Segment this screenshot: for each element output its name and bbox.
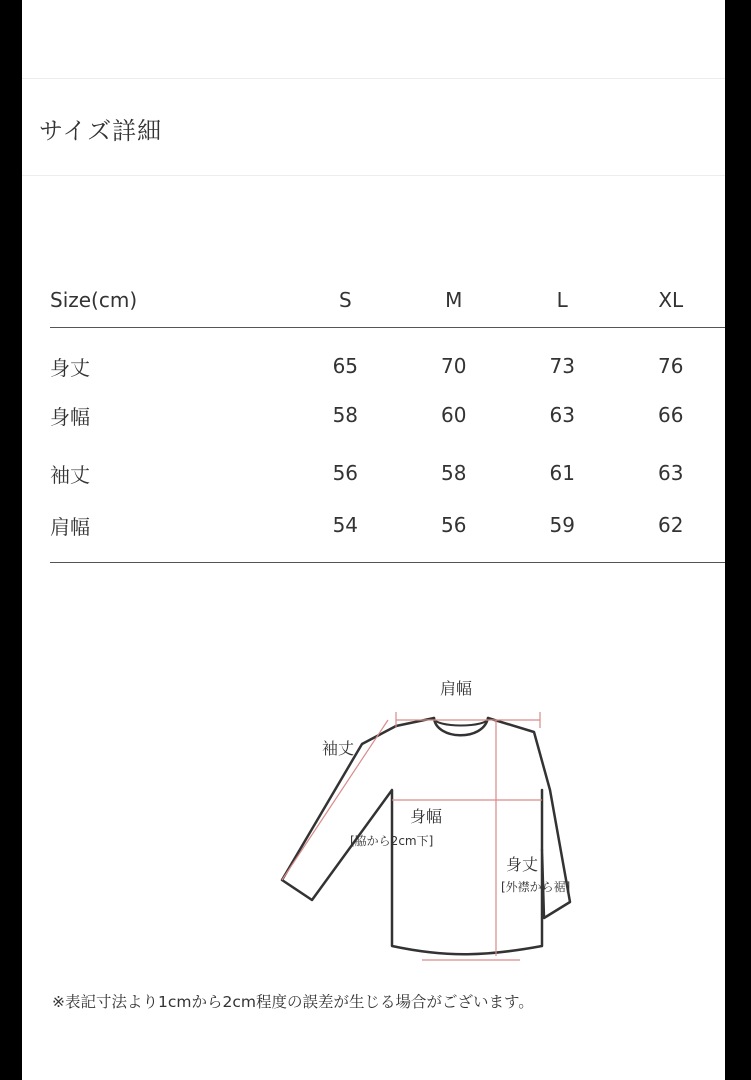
- cell-value: 70: [441, 354, 467, 378]
- page: [22, 0, 725, 1080]
- table-row: [50, 328, 725, 387]
- row-label: 身幅: [50, 404, 90, 429]
- cell-value: 54: [291, 502, 399, 563]
- disclaimer-note: ※表記寸法より1cmから2cm程度の誤差が生じる場合がございます。: [52, 993, 534, 1011]
- length-label: 身丈: [506, 855, 539, 874]
- cell-value: 56: [332, 461, 359, 485]
- table-row: [50, 444, 725, 502]
- measurement-diagram: [258, 670, 588, 970]
- section-title: サイズ詳細: [39, 117, 163, 145]
- header-size-m: M: [400, 272, 508, 328]
- cell-value: 65: [332, 354, 359, 378]
- table-row: [50, 502, 725, 563]
- row-label: 袖丈: [50, 462, 90, 487]
- table-header-row: [50, 272, 725, 328]
- cell-value: 66: [658, 403, 684, 427]
- header-size-s: S: [291, 272, 399, 328]
- cell-value: 62: [616, 502, 725, 563]
- cell-value: 56: [400, 502, 508, 563]
- width-note: [脇から2cm下]: [350, 834, 434, 848]
- cell-value: 59: [508, 502, 616, 563]
- sleeve-label: 袖丈: [322, 739, 355, 758]
- section-header: [22, 78, 725, 176]
- cell-value: 61: [549, 461, 575, 485]
- header-size-xl: XL: [616, 272, 725, 328]
- size-table: [50, 272, 725, 563]
- cell-value: 58: [441, 461, 467, 485]
- width-label: 身幅: [410, 807, 443, 826]
- cell-value: 76: [658, 354, 684, 378]
- header-size-l: L: [508, 272, 616, 328]
- table-row: [50, 386, 725, 444]
- cell-value: 63: [658, 461, 684, 485]
- cell-value: 73: [549, 354, 575, 378]
- row-label: 身丈: [50, 355, 90, 380]
- cell-value: 60: [441, 403, 467, 427]
- row-label: 肩幅: [50, 502, 291, 563]
- cell-value: 63: [549, 403, 575, 427]
- header-label: Size(cm): [50, 272, 291, 328]
- shoulder-label: 肩幅: [440, 679, 473, 698]
- cell-value: 58: [332, 403, 359, 427]
- length-note: [外襟から裾]: [501, 880, 571, 894]
